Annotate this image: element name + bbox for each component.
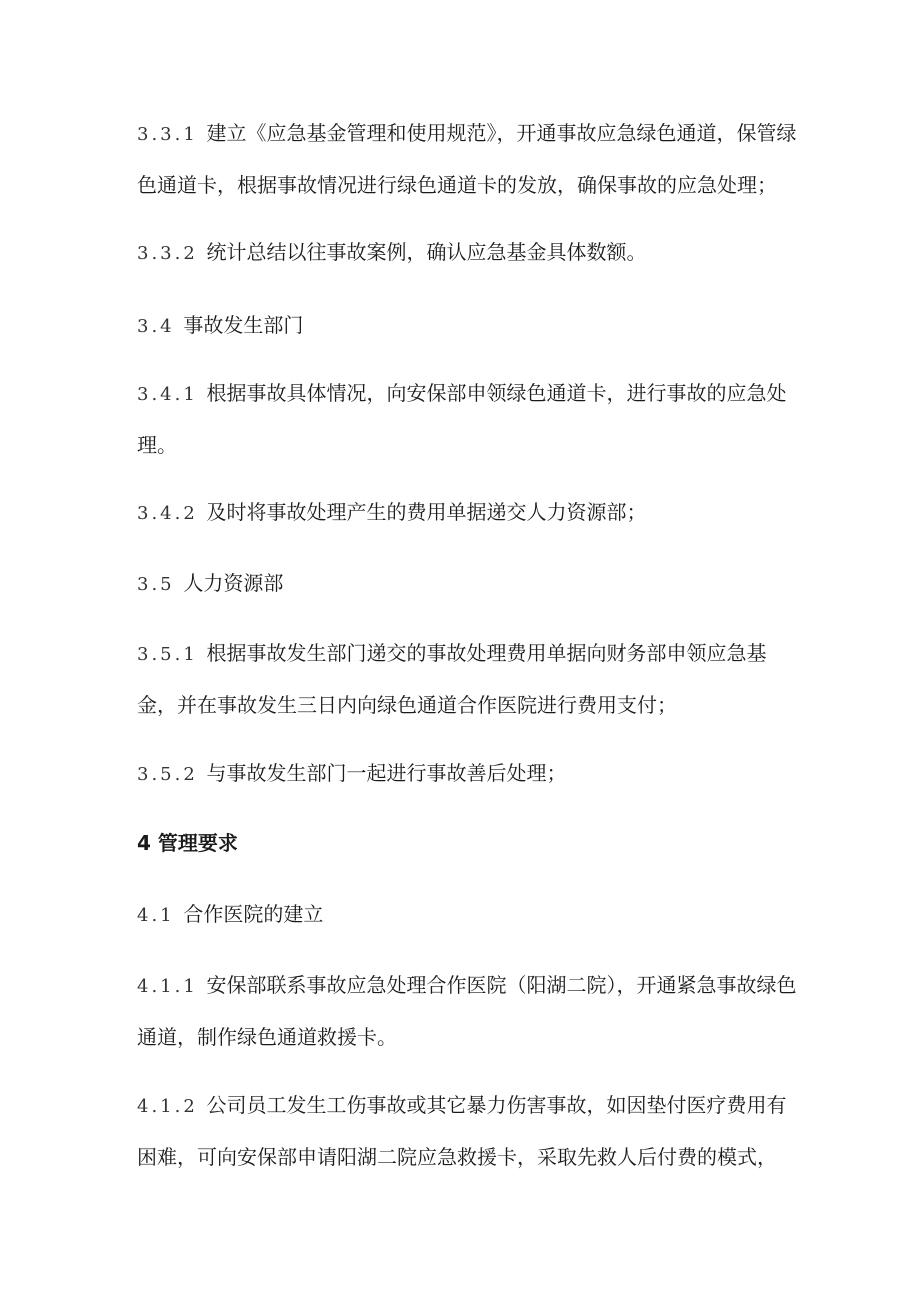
section-number: 3.4.1 [137, 384, 207, 405]
paragraph-text: 公司员工发生工伤事故或其它暴力伤害事故，如因垫付医疗费用有困难，可向安保部申请阳湖二院应急救援卡，采取先救人后付费的模式， [137, 1093, 787, 1169]
paragraph-3-5 [137, 558, 797, 610]
paragraph-3-3-1 [137, 108, 797, 211]
section-number: 4 [137, 831, 158, 855]
paragraph-3-5-1 [137, 628, 797, 731]
section-number: 4.1.1 [137, 976, 207, 997]
section-number: 3.4.2 [137, 503, 207, 524]
section-number: 3.5.1 [137, 644, 207, 665]
section-number: 3.3.1 [137, 124, 207, 145]
paragraph-text: 统计总结以往事故案例，确认应急基金具体数额。 [206, 240, 647, 264]
paragraph-text: 建立《应急基金管理和使用规范》，开通事故应急绿色通道，保管绿色通道卡，根据事故情况进行绿色通道卡的发放，确保事故的应急处理； [137, 121, 797, 197]
section-number: 4.1.2 [137, 1096, 207, 1117]
paragraph-4-1-1 [137, 960, 797, 1063]
paragraph-3-4-1 [137, 368, 797, 471]
section-number: 3.4 [137, 316, 184, 337]
section-number: 3.3.2 [137, 243, 207, 264]
paragraph-text: 根据事故具体情况，向安保部申领绿色通道卡，进行事故的应急处理。 [137, 381, 787, 457]
section-number: 4.1 [137, 905, 184, 926]
paragraph-3-5-2 [137, 748, 797, 800]
paragraph-text: 及时将事故处理产生的费用单据递交人力资源部； [206, 500, 647, 524]
paragraph-text: 安保部联系事故应急处理合作医院（阳湖二院），开通紧急事故绿色通道，制作绿色通道救援卡。 [137, 973, 797, 1049]
heading-text: 管理要求 [157, 831, 238, 855]
section-number: 3.5.2 [137, 764, 207, 785]
paragraph-3-3-2 [137, 227, 797, 279]
paragraph-text: 合作医院的建立 [183, 902, 324, 926]
paragraph-text: 事故发生部门 [183, 313, 304, 337]
paragraph-3-4 [137, 300, 797, 352]
paragraph-4-1-2 [137, 1080, 797, 1183]
paragraph-3-4-2 [137, 487, 797, 539]
paragraph-4-1 [137, 889, 797, 941]
heading-4 [137, 818, 797, 869]
section-number: 3.5 [137, 574, 184, 595]
paragraph-text: 根据事故发生部门递交的事故处理费用单据向财务部申领应急基金，并在事故发生三日内向绿色通道合作医院进行费用支付； [137, 641, 767, 717]
paragraph-text: 人力资源部 [183, 571, 284, 595]
paragraph-text: 与事故发生部门一起进行事故善后处理； [206, 761, 567, 785]
